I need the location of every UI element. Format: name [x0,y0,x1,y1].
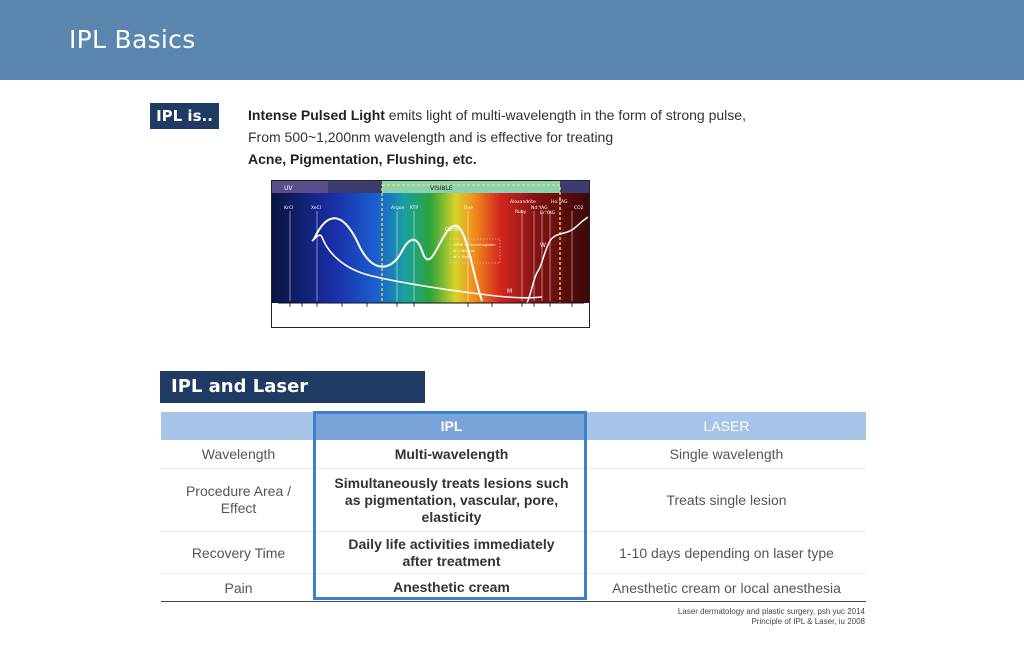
table-header-row [161,412,866,440]
laser-label-argon: Argon [391,206,405,211]
comparison-table [161,412,866,602]
laser-label-eryag: Er:YAG [540,211,556,216]
page-title: IPL Basics [69,25,196,54]
table-row [161,574,866,602]
comparison-title: IPL and Laser [160,371,425,403]
row-label: Procedure Area / Effect [185,483,292,516]
row-label: Recovery Time [191,544,286,561]
table-row [161,469,866,532]
absorption-spectrum-image [271,180,590,328]
laser-label-ruby: Ruby [515,210,527,215]
curve-label-w: W [540,242,546,249]
laser-label-alexandrite: Alexandrite [510,200,536,205]
laser-label-hoyag: Ho:YAG [551,200,568,205]
band-uv: UV [284,185,293,192]
ipl-cell: Multi-wavelength [394,445,509,462]
laser-label-co2: CO2 [574,206,584,211]
table-row [161,532,866,574]
ipl-cell: Simultaneously treats lesions such as pigmentation, vascular, pore, elasticity [334,474,569,525]
laser-cell: 1-10 days depending on laser type [619,544,834,561]
laser-label-ktp: KTP [410,206,419,211]
curve-label-o2hb: O2Hb [445,227,460,233]
laser-cell: Treats single lesion [666,492,787,508]
header-bar [0,0,1024,80]
intro-line-2: From 500~1,200nm wavelength and is effective for treating [248,129,614,145]
references [678,607,865,627]
band-visible: VISIBLE [430,185,453,192]
intro-term: Intense Pulsed Light [248,107,385,123]
intro-indications: Acne, Pigmentation, Flushing, etc. [248,151,477,167]
legend-water: W = Water [453,255,472,259]
ipl-cell: Daily life activities immediately after treatment [348,535,555,569]
curve-label-m: M [507,288,513,295]
intro-line-3 [248,148,746,170]
laser-label-dye: Dye [464,206,473,211]
header-label [161,412,316,440]
legend-melanin: M = Melanin [453,249,475,253]
spectrum-graphic [272,181,589,327]
ipl-is-badge: IPL is.. [150,103,219,129]
reference-item: Laser dermatology and plastic surgery, psh yuc 2014 [677,607,865,616]
laser-cell: Anesthetic cream or local anesthesia [612,579,841,596]
laser-cell: Single wavelength [669,446,784,462]
intro-line-1-rest: emits light of multi-wavelength in the form of strong pulse, [384,107,746,123]
header-ipl: IPL [316,412,587,440]
laser-label-krcl: KrCl [284,206,294,211]
row-label: Pain [224,579,253,596]
ipl-cell: Anesthetic cream [393,579,510,595]
legend-o2hb: O2Hb = Oxyhemoglobin [453,243,496,247]
header-laser: LASER [703,418,750,434]
intro-text [248,104,746,170]
intro-line-1 [248,104,746,126]
laser-label-ndyag: Nd:YAG [531,206,548,211]
table-row [161,440,866,469]
laser-label-xecl: XeCl [311,206,322,211]
reference-item: Principle of IPL & Laser, iu 2008 [751,617,865,626]
row-label: Wavelength [201,446,276,462]
